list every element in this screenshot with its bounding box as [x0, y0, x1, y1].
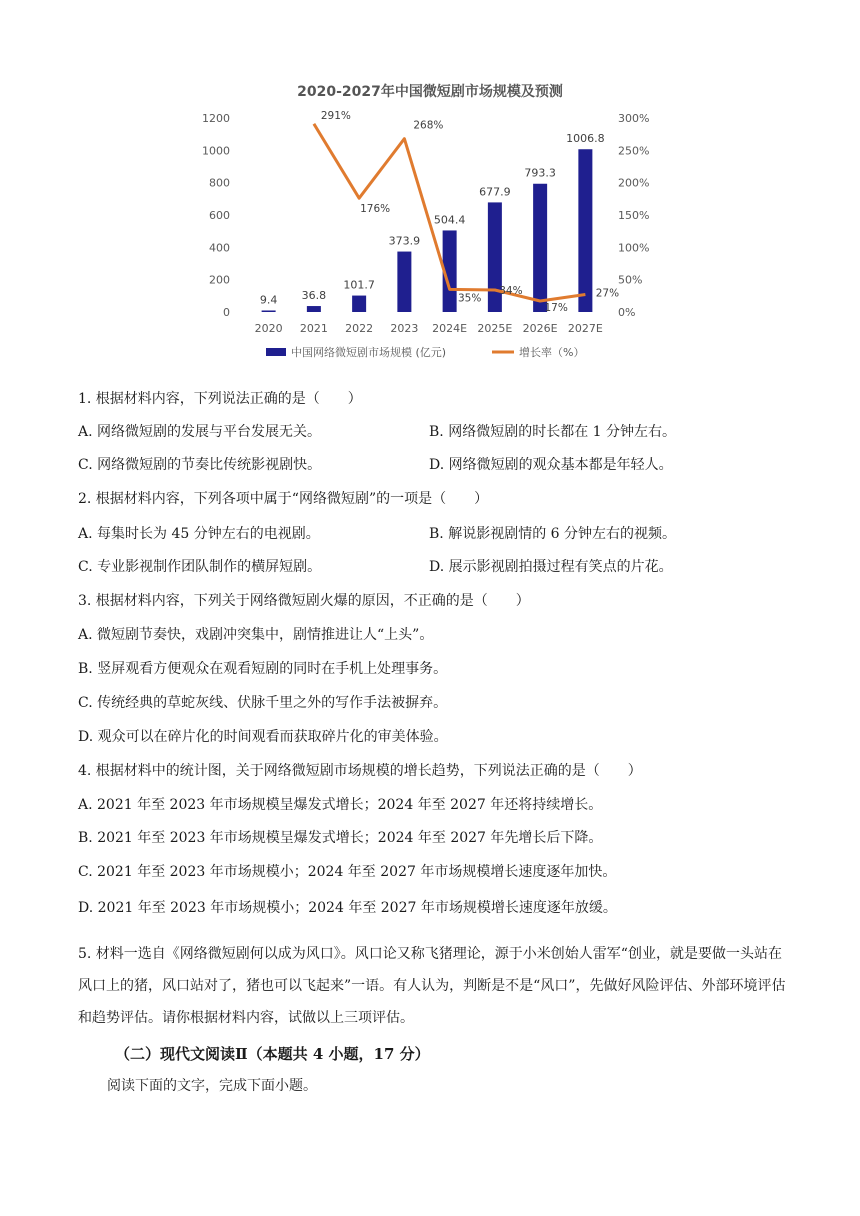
line-value-label: 35%	[457, 292, 482, 305]
y-left-tick-label: 200	[209, 273, 230, 287]
bar	[262, 310, 276, 312]
x-tick-label: 2026E	[522, 322, 558, 335]
line-value-label: 17%	[544, 302, 568, 315]
x-tick-label: 2021	[299, 322, 328, 335]
question-3-option-d: D. 观众可以在碎片化的时间观看而获取碎片化的审美体验。	[78, 729, 448, 745]
line-value-label: 34%	[499, 285, 523, 298]
question-2-option-c: C. 专业影视制作团队制作的横屏短剧。	[78, 559, 322, 575]
question-1-stem: 1. 根据材料内容，下列说法正确的是（ ）	[78, 391, 362, 407]
question-1-option-d: D. 网络微短剧的观众基本都是年轻人。	[429, 457, 673, 473]
bar-value-label: 504.4	[433, 213, 466, 227]
question-4-option-a: A. 2021 年至 2023 年市场规模呈爆发式增长；2024 年至 2027 年还将持续增长。	[78, 797, 603, 813]
y-right-tick-label: 150%	[618, 209, 650, 222]
chart-title: 2020-2027年中国微短剧市场规模及预测	[297, 84, 563, 100]
x-tick-label: 2025E	[477, 322, 513, 335]
legend-line-label: 增长率（%）	[519, 346, 585, 359]
bar	[352, 296, 366, 312]
y-left-tick-label: 800	[209, 176, 230, 190]
y-left-tick-label: 0	[223, 306, 230, 319]
y-left-tick-label: 400	[209, 241, 230, 255]
question-4-option-c: C. 2021 年至 2023 年市场规模小；2024 年至 2027 年市场规模增长速度逐年加快。	[78, 864, 617, 880]
question-1-option-b: B. 网络微短剧的时长都在 1 分钟左右。	[429, 424, 676, 440]
section-title: （二）现代文阅读Ⅱ（本题共 4 小题，17 分）	[115, 1045, 430, 1063]
question-3-option-b: B. 竖屏观看方便观众在观看短剧的同时在手机上处理事务。	[78, 661, 448, 677]
question-4-stem: 4. 根据材料中的统计图，关于网络微短剧市场规模的增长趋势，下列说法正确的是（ ）	[78, 763, 642, 779]
legend-bar-swatch	[266, 348, 286, 356]
question-2-option-d: D. 展示影视剧拍摄过程有笑点的片花。	[429, 559, 673, 575]
question-1-option-c: C. 网络微短剧的节奏比传统影视剧快。	[78, 457, 322, 473]
y-right-tick-label: 250%	[618, 144, 650, 158]
bar-value-label: 373.9	[388, 234, 421, 248]
question-4-option-b: B. 2021 年至 2023 年市场规模呈爆发式增长；2024 年至 2027 年先增长后下降。	[78, 830, 603, 846]
x-tick-label: 2024E	[432, 322, 468, 335]
bar-value-label: 101.7	[343, 278, 375, 292]
bar	[307, 306, 321, 312]
question-3-option-a: A. 微短剧节奏快，戏剧冲突集中，剧情推进让人“上头”。	[78, 627, 434, 643]
line-value-label: 291%	[320, 109, 351, 122]
bar	[397, 252, 411, 312]
x-tick-label: 2023	[390, 322, 419, 335]
market-chart	[196, 72, 664, 374]
question-5-text: 5. 材料一选自《网络微短剧何以成为风口》。风口论又称飞猪理论，源于小米创始人雷军“创业，就是要做一头站在风口上的猪，风口站对了，猪也可以飞起来”一语。有人认为，判断是不是“风口”，先做好风险评估、外部环境评估和趋势评估。请你根据材料内容，试做以上三项评估。	[78, 946, 786, 1026]
y-left-tick-label: 1000	[202, 144, 230, 158]
y-right-tick-label: 0%	[618, 306, 636, 319]
question-4-option-d: D. 2021 年至 2023 年市场规模小；2024 年至 2027 年市场规模增长速度逐年放缓。	[78, 900, 617, 916]
y-right-tick-label: 300%	[618, 112, 650, 125]
question-2-option-b: B. 解说影视剧情的 6 分钟左右的视频。	[429, 526, 676, 542]
y-left-tick-label: 1200	[202, 112, 230, 125]
question-2-stem: 2. 根据材料内容，下列各项中属于“网络微短剧”的一项是（ ）	[78, 491, 489, 507]
question-2-option-a: A. 每集时长为 45 分钟左右的电视剧。	[78, 526, 320, 542]
question-1-option-a: A. 网络微短剧的发展与平台发展无关。	[78, 424, 322, 440]
bar-value-label: 793.3	[524, 166, 556, 180]
question-3-stem: 3. 根据材料内容，下列关于网络微短剧火爆的原因，不正确的是（ ）	[78, 593, 530, 609]
y-right-tick-label: 50%	[618, 273, 643, 287]
y-right-tick-label: 200%	[618, 176, 650, 190]
bar	[578, 149, 592, 312]
x-tick-label: 2020	[254, 322, 283, 335]
reading-instruction: 阅读下面的文字，完成下面小题。	[107, 1078, 317, 1094]
x-tick-label: 2022	[345, 322, 374, 335]
bar-value-label: 9.4	[259, 293, 278, 307]
line-value-label: 268%	[413, 119, 444, 132]
bar-value-label: 677.9	[479, 185, 511, 199]
bar-value-label: 1006.8	[566, 132, 605, 146]
line-value-label: 176%	[360, 203, 391, 216]
x-tick-label: 2027E	[567, 322, 603, 335]
y-right-tick-label: 100%	[618, 241, 650, 255]
legend-bar-label: 中国网络微短剧市场规模 (亿元)	[291, 346, 447, 359]
question-3-option-c: C. 传统经典的草蛇灰线、伏脉千里之外的写作手法被摒弃。	[78, 695, 448, 711]
y-left-tick-label: 600	[209, 209, 230, 222]
bar-value-label: 36.8	[301, 289, 327, 303]
bar	[533, 184, 547, 312]
market-chart-svg	[196, 72, 664, 374]
line-value-label: 27%	[595, 287, 620, 300]
